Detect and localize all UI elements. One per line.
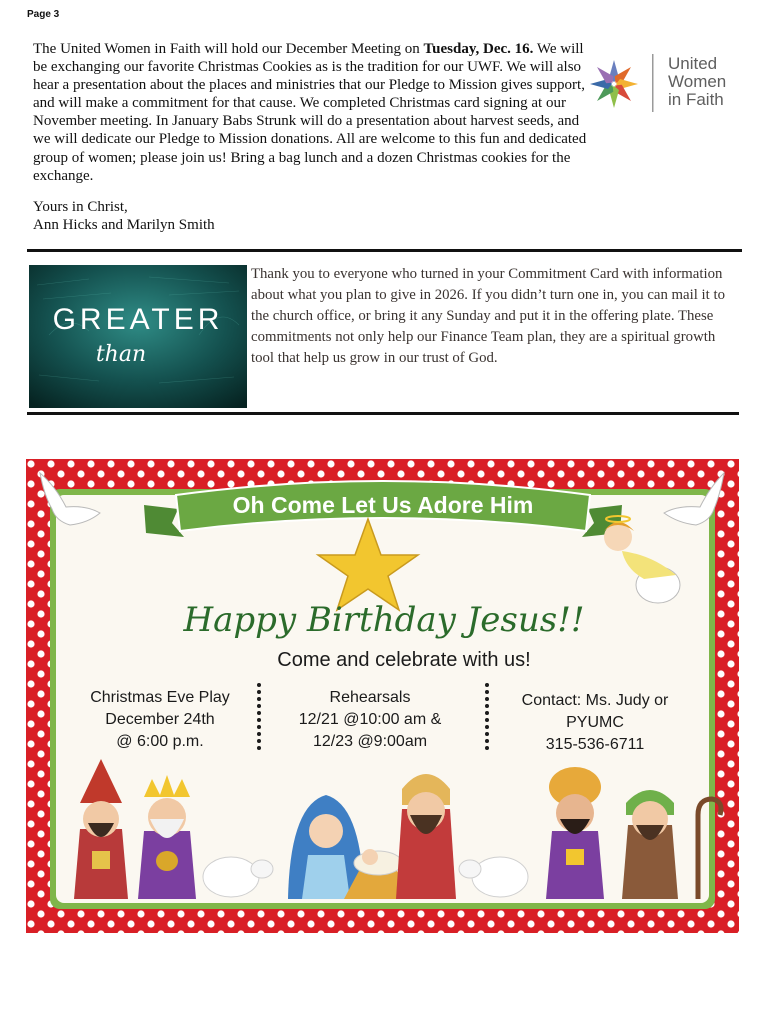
uwf-logo-text [668,55,726,109]
svg-text:Contact: Ms. Judy or: Contact: Ms. Judy or [521,692,669,709]
uwf-logo-line3: in Faith [668,90,724,109]
divider-bottom [27,412,739,415]
svg-text:12/21 @10:00 am &: 12/21 @10:00 am & [298,711,442,728]
svg-text:Christmas Eve Play: Christmas Eve Play [90,689,230,706]
svg-text:December 24th: December 24th [105,711,215,728]
king-purple-icon [138,775,196,899]
svg-text:@ 6:00 p.m.: @ 6:00 p.m. [116,733,204,750]
commitment-text: Thank you to everyone who turned in your Commitment Card with information about what you plan to give in 2026. If you didn’t turn one in, you can mail it to the church office, or bring it any Sunday and put it in the offering plate. These commitments not only help our Finance Team plan, they are a spiritual growth tool that help us grow in our trust of God. [251,266,725,366]
flyer-subhead: Come and celebrate with us! [277,649,531,671]
christmas-flyer [26,459,739,933]
uwf-text-start: The United Women in Faith will hold our December Meeting on [33,41,424,57]
signoff-names: Ann Hicks and Marilyn Smith [33,217,215,233]
uwf-text-rest: We will be exchanging our favorite Christmas Cookies as is the tradition for our UWF. We will also hear a presentation about the places and ministries that our Pledge to Mission gives support, and will make a commitment for that cause. We completed Christmas card signing at our November meeting. In January Babs Strunk will do a presentation about harvest seeds, and we will dedicate our Pledge to Mission donations. All are welcome to this fun and dedicated group of women; please join us! Bring a bag lunch and a dozen Christmas cookies for the exchange. [33,41,587,184]
greater-than-image [29,265,247,408]
uwf-logo-mark [590,60,638,108]
uwf-meeting-date: Tuesday, Dec. 16. [423,41,534,57]
divider-top [27,249,742,252]
svg-text:315-536-6711: 315-536-6711 [545,736,645,753]
king-turban-icon [546,767,604,899]
joseph-icon [396,774,456,899]
flyer-headline: Happy Birthday Jesus!! [183,600,585,640]
signoff [33,198,215,234]
uwf-announcement [33,40,593,185]
svg-text:PYUMC: PYUMC [566,714,624,731]
flyer-banner-text: Oh Come Let Us Adore Him [232,492,534,518]
greater-word: GREATER [52,303,224,336]
uwf-logo-line2: Women [668,72,727,91]
than-script: than [95,342,147,367]
uwf-logo-line1: United [668,54,718,73]
signoff-closing: Yours in Christ, [33,199,128,215]
svg-text:Rehearsals: Rehearsals [329,689,411,706]
page-label: Page 3 [27,9,60,20]
svg-text:12/23 @9:00am: 12/23 @9:00am [312,733,428,750]
